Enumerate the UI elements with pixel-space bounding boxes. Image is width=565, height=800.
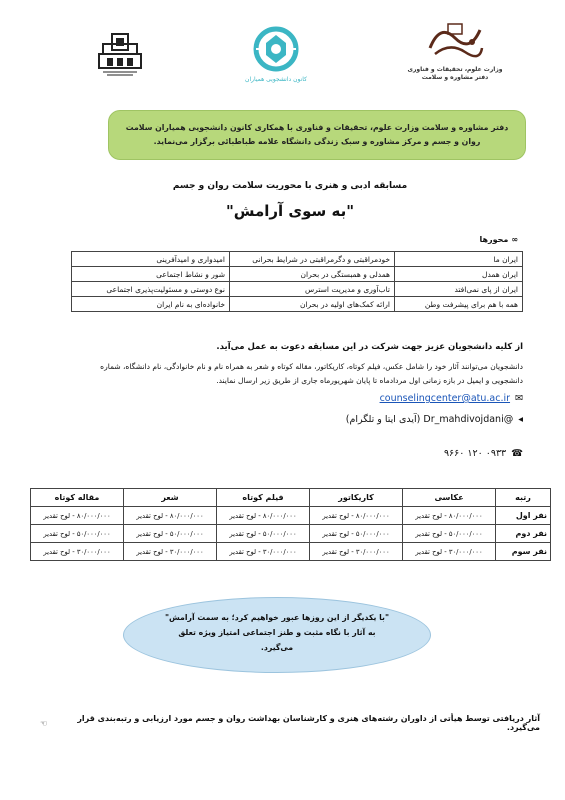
send-arrow-icon: ◂ [518,414,523,425]
instructions-line-2: دانشجویی و ایمیل در بازه زمانی اول مردادماه تا پایان شهریورماه جاری از طریق زیر ارسال نمایند. [216,376,523,385]
table-row [31,543,551,561]
table-cell: خودمراقبتی و دگرمراقبتی در شرایط بحرانی [230,252,395,267]
prize-cell: ۳۰/۰۰۰/۰۰۰ - لوح تقدیر [31,543,124,561]
student-association-logo [236,26,316,84]
table-cell: ارائه کمک‌های اولیه در بحران [230,297,395,312]
column-header: شعر [124,489,217,507]
prize-cell: ۸۰/۰۰۰/۰۰۰ - لوح تقدیر [124,507,217,525]
banner-line-2: روان و جسم و مرکز مشاوره و سبک زندگی دانشگاه علامه طباطبائی برگزار می‌نماید. [153,137,481,146]
table-cell: همه با هم برای پیشرفت وطن [395,297,523,312]
messenger-id: @Dr_mahdivojdani (آیدی ایتا و تلگرام) [345,414,514,425]
slogan-line-3: می‌گیرد. [260,643,294,652]
column-header: رتبه [496,489,551,507]
slogan-cloud [123,597,431,673]
prize-cell: ۳۰/۰۰۰/۰۰۰ - لوح تقدیر [310,543,403,561]
table-cell: ایران همدل [395,267,523,282]
column-header: فیلم کوتاه [217,489,310,507]
judging-note-text: آثار دریافتی توسط هیأتی از داوران رشته‌های هنری و کارشناسان بهداشت روان و جسم مورد ارزیابی و رتبه‌بندی قرار می‌گیرد. [77,714,540,732]
prize-cell: ۳۰/۰۰۰/۰۰۰ - لوح تقدیر [124,543,217,561]
phone-icon: ☎ [511,448,523,459]
organizer-banner [108,110,526,160]
table-row [72,267,523,282]
table-cell: ایران از پای نمی‌افتد [395,282,523,297]
prize-cell: ۵۰/۰۰۰/۰۰۰ - لوح تقدیر [124,525,217,543]
aperture-icon [253,26,299,72]
hand-pointer-icon: ☜ [40,718,48,728]
prize-cell: ۵۰/۰۰۰/۰۰۰ - لوح تقدیر [310,525,403,543]
table-cell: همدلی و همبستگی در بحران [230,267,395,282]
prize-cell: ۸۰/۰۰۰/۰۰۰ - لوح تقدیر [403,507,496,525]
column-header: عکاسی [403,489,496,507]
calligraphy-emblem-icon [420,18,490,62]
table-row [31,507,551,525]
table-row [72,297,523,312]
submission-instructions [41,360,523,388]
axes-heading-label: محورها [479,235,509,244]
prize-cell: ۵۰/۰۰۰/۰۰۰ - لوح تقدیر [31,525,124,543]
competition-subtitle: مسابقه ادبی و هنری با محوریت سلامت روان و جسم [172,181,408,191]
prize-cell: ۳۰/۰۰۰/۰۰۰ - لوح تقدیر [403,543,496,561]
invitation-text: از کلیه دانشجویان عزیز جهت شرکت در این مسابقه دعوت به عمل می‌آید. [216,342,523,352]
competition-title: "به سوی آرامش" [225,202,355,220]
phone-number: ۰۹۳۳ ۱۲۰ ۹۶۶۰ [443,448,507,459]
instructions-line-1: دانشجویان می‌توانند آثار خود را شامل عکس، فیلم کوتاه، کاریکاتور، مقاله کوتاه و شعر به همراه نام و نام خانوادگی، نام دانشگاه، شماره [100,362,523,371]
ministry-caption-2: دفتر مشاوره و سلامت [421,74,489,81]
ministry-caption-1: وزارت علوم، تحقیقات و فناوری [407,66,503,73]
university-logo [95,30,145,78]
table-row [31,525,551,543]
table-cell: تاب‌آوری و مدیریت استرس [230,282,395,297]
messenger-contact [346,414,523,425]
table-cell: شور و نشاط اجتماعی [72,267,230,282]
table-cell: خانواده‌ای به نام ایران [72,297,230,312]
table-cell: نوع دوستی و مسئولیت‌پذیری اجتماعی [72,282,230,297]
slogan-line-2: به آثار با نگاه مثبت و طنز اجتماعی امتیاز ویژه تعلق [178,628,376,637]
email-icon: ✉ [515,393,523,404]
prizes-table [30,488,551,561]
email-contact [380,393,523,404]
table-row [72,252,523,267]
prize-cell: ۸۰/۰۰۰/۰۰۰ - لوح تقدیر [217,507,310,525]
ministry-logo [400,18,510,88]
table-header-row [31,489,551,507]
rank-cell: نفر سوم [496,543,551,561]
rank-cell: نفر دوم [496,525,551,543]
table-cell: امیدواری و امیدآفرینی [72,252,230,267]
axes-table [71,251,523,312]
judging-note [40,714,540,732]
table-row [72,282,523,297]
email-link[interactable]: counselingcenter@atu.ac.ir [379,393,511,404]
center-logo-caption: کانون دانشجویی همیاران [245,76,307,83]
table-cell: ایران ما [395,252,523,267]
infinity-bullet-icon: ∞ [511,235,518,244]
column-header: کاریکاتور [310,489,403,507]
column-header: مقاله کوتاه [31,489,124,507]
rank-cell: نفر اول [496,507,551,525]
prize-cell: ۵۰/۰۰۰/۰۰۰ - لوح تقدیر [403,525,496,543]
prize-cell: ۸۰/۰۰۰/۰۰۰ - لوح تقدیر [31,507,124,525]
prize-cell: ۳۰/۰۰۰/۰۰۰ - لوح تقدیر [217,543,310,561]
slogan-line-1: "با یکدیگر از این روزها عبور خواهیم کرد؛ به سمت آرامش" [164,613,390,622]
prize-cell: ۸۰/۰۰۰/۰۰۰ - لوح تقدیر [310,507,403,525]
axes-heading [479,235,518,244]
prize-cell: ۵۰/۰۰۰/۰۰۰ - لوح تقدیر [217,525,310,543]
banner-line-1: دفتر مشاوره و سلامت وزارت علوم، تحقیقات و فناوری با همکاری کانون دانشجویی همیاران سلامت [125,123,509,132]
phone-contact [444,448,523,459]
